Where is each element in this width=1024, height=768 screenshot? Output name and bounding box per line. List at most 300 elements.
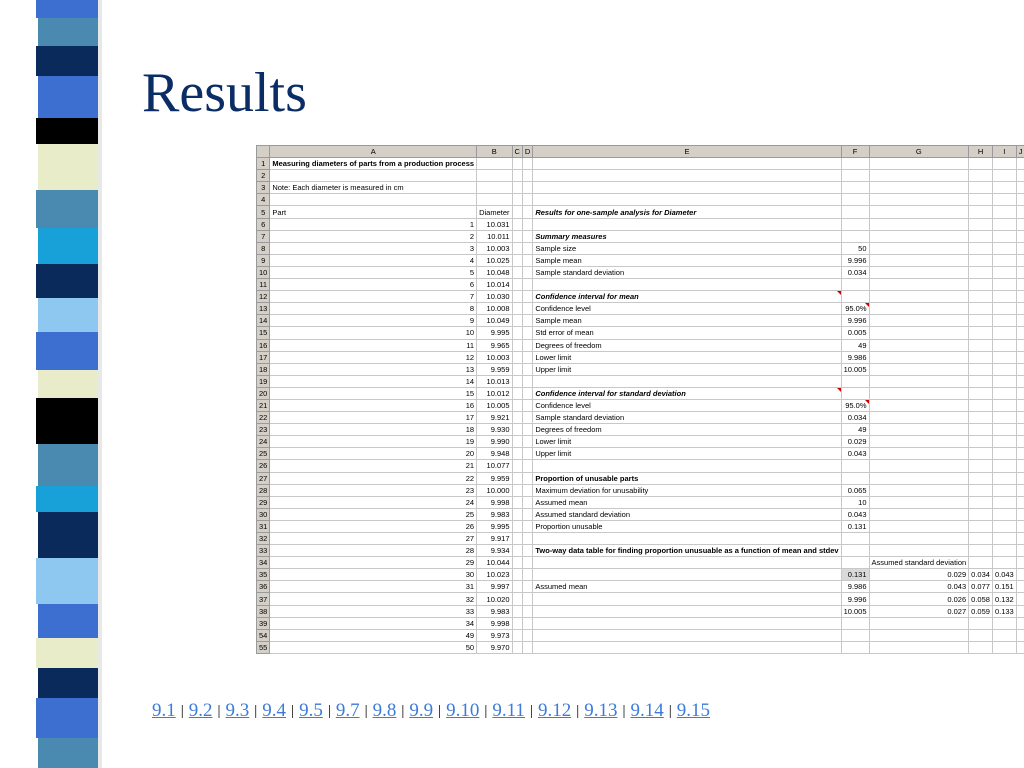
cell-g54[interactable] bbox=[869, 629, 969, 641]
cell-a33[interactable]: 28 bbox=[270, 545, 477, 557]
cell-j25[interactable] bbox=[1016, 448, 1024, 460]
cell-f32[interactable] bbox=[841, 533, 869, 545]
cell-j55[interactable] bbox=[1016, 641, 1024, 653]
cell-f8[interactable]: 50 bbox=[841, 242, 869, 254]
cell-e34[interactable] bbox=[533, 557, 841, 569]
cell-d33[interactable] bbox=[522, 545, 532, 557]
cell-d54[interactable] bbox=[522, 629, 532, 641]
cell-b12[interactable]: 10.030 bbox=[477, 291, 512, 303]
cell-d14[interactable] bbox=[522, 315, 532, 327]
row-header[interactable]: 22 bbox=[257, 412, 270, 424]
cell-b39[interactable]: 9.998 bbox=[477, 617, 512, 629]
cell-c35[interactable] bbox=[512, 569, 522, 581]
cell-i26[interactable] bbox=[992, 460, 1016, 472]
cell-c4[interactable] bbox=[512, 194, 522, 206]
cell-f7[interactable] bbox=[841, 230, 869, 242]
cell-f9[interactable]: 9.996 bbox=[841, 254, 869, 266]
cell-g6[interactable] bbox=[869, 218, 969, 230]
cell-f29[interactable]: 10 bbox=[841, 496, 869, 508]
cell-c14[interactable] bbox=[512, 315, 522, 327]
cell-i28[interactable] bbox=[992, 484, 1016, 496]
cell-d28[interactable] bbox=[522, 484, 532, 496]
cell-a29[interactable]: 24 bbox=[270, 496, 477, 508]
row-header[interactable]: 19 bbox=[257, 375, 270, 387]
cell-b21[interactable]: 10.005 bbox=[477, 399, 512, 411]
cell-b55[interactable]: 9.970 bbox=[477, 641, 512, 653]
cell-h13[interactable] bbox=[969, 303, 993, 315]
row-header[interactable]: 33 bbox=[257, 545, 270, 557]
cell-e26[interactable] bbox=[533, 460, 841, 472]
cell-h30[interactable] bbox=[969, 508, 993, 520]
cell-a18[interactable]: 13 bbox=[270, 363, 477, 375]
cell-d20[interactable] bbox=[522, 387, 532, 399]
cell-b27[interactable]: 9.959 bbox=[477, 472, 512, 484]
cell-b18[interactable]: 9.959 bbox=[477, 363, 512, 375]
cell-i4[interactable] bbox=[992, 194, 1016, 206]
cell-c25[interactable] bbox=[512, 448, 522, 460]
cell-b36[interactable]: 9.997 bbox=[477, 581, 512, 593]
cell-g29[interactable] bbox=[869, 496, 969, 508]
cell-f1[interactable] bbox=[841, 158, 869, 170]
cell-c32[interactable] bbox=[512, 533, 522, 545]
cell-a35[interactable]: 30 bbox=[270, 569, 477, 581]
cell-d11[interactable] bbox=[522, 279, 532, 291]
cell-b28[interactable]: 10.000 bbox=[477, 484, 512, 496]
cell-h15[interactable] bbox=[969, 327, 993, 339]
cell-j20[interactable] bbox=[1016, 387, 1024, 399]
cell-e37[interactable] bbox=[533, 593, 841, 605]
cell-i55[interactable] bbox=[992, 641, 1016, 653]
cell-c6[interactable] bbox=[512, 218, 522, 230]
cell-e18[interactable]: Upper limit bbox=[533, 363, 841, 375]
cell-j29[interactable] bbox=[1016, 496, 1024, 508]
row-header[interactable]: 54 bbox=[257, 629, 270, 641]
cell-c2[interactable] bbox=[512, 170, 522, 182]
cell-i9[interactable] bbox=[992, 254, 1016, 266]
cell-h54[interactable] bbox=[969, 629, 993, 641]
cell-c29[interactable] bbox=[512, 496, 522, 508]
cell-g9[interactable] bbox=[869, 254, 969, 266]
cell-d31[interactable] bbox=[522, 520, 532, 532]
cell-b30[interactable]: 9.983 bbox=[477, 508, 512, 520]
cell-h28[interactable] bbox=[969, 484, 993, 496]
row-header[interactable]: 11 bbox=[257, 279, 270, 291]
cell-e7[interactable]: Summary measures bbox=[533, 230, 841, 242]
cell-a16[interactable]: 11 bbox=[270, 339, 477, 351]
cell-h23[interactable] bbox=[969, 424, 993, 436]
cell-d3[interactable] bbox=[522, 182, 532, 194]
cell-a5[interactable]: Part bbox=[270, 206, 477, 218]
cell-e35[interactable] bbox=[533, 569, 841, 581]
cell-f20[interactable] bbox=[841, 387, 869, 399]
cell-b38[interactable]: 9.983 bbox=[477, 605, 512, 617]
cell-j19[interactable] bbox=[1016, 375, 1024, 387]
cell-a2[interactable] bbox=[270, 170, 477, 182]
cell-g34[interactable]: Assumed standard deviation bbox=[869, 557, 969, 569]
cell-e2[interactable] bbox=[533, 170, 841, 182]
row-header[interactable]: 15 bbox=[257, 327, 270, 339]
nav-link-9-4[interactable]: 9.4 bbox=[262, 700, 287, 721]
cell-f54[interactable] bbox=[841, 629, 869, 641]
cell-g7[interactable] bbox=[869, 230, 969, 242]
cell-h19[interactable] bbox=[969, 375, 993, 387]
cell-f31[interactable]: 0.131 bbox=[841, 520, 869, 532]
cell-g37[interactable]: 0.026 bbox=[869, 593, 969, 605]
cell-c18[interactable] bbox=[512, 363, 522, 375]
cell-j37[interactable] bbox=[1016, 593, 1024, 605]
cell-j24[interactable] bbox=[1016, 436, 1024, 448]
cell-i2[interactable] bbox=[992, 170, 1016, 182]
cell-g17[interactable] bbox=[869, 351, 969, 363]
row-header[interactable]: 21 bbox=[257, 399, 270, 411]
cell-i19[interactable] bbox=[992, 375, 1016, 387]
cell-a31[interactable]: 26 bbox=[270, 520, 477, 532]
cell-f23[interactable]: 49 bbox=[841, 424, 869, 436]
cell-e22[interactable]: Sample standard deviation bbox=[533, 412, 841, 424]
nav-link-9-12[interactable]: 9.12 bbox=[537, 700, 572, 721]
cell-h17[interactable] bbox=[969, 351, 993, 363]
cell-e3[interactable] bbox=[533, 182, 841, 194]
cell-g15[interactable] bbox=[869, 327, 969, 339]
cell-b29[interactable]: 9.998 bbox=[477, 496, 512, 508]
cell-b4[interactable] bbox=[477, 194, 512, 206]
cell-e27[interactable]: Proportion of unusable parts bbox=[533, 472, 841, 484]
cell-a6[interactable]: 1 bbox=[270, 218, 477, 230]
cell-f13[interactable]: 95.0% bbox=[841, 303, 869, 315]
nav-link-9-13[interactable]: 9.13 bbox=[584, 700, 618, 721]
cell-f19[interactable] bbox=[841, 375, 869, 387]
row-header[interactable]: 26 bbox=[257, 460, 270, 472]
cell-h36[interactable]: 0.077 bbox=[969, 581, 993, 593]
nav-link-9-10[interactable]: 9.10 bbox=[446, 700, 480, 721]
cell-c17[interactable] bbox=[512, 351, 522, 363]
row-header[interactable]: 18 bbox=[257, 363, 270, 375]
cell-d30[interactable] bbox=[522, 508, 532, 520]
row-header[interactable]: 39 bbox=[257, 617, 270, 629]
cell-c26[interactable] bbox=[512, 460, 522, 472]
cell-i27[interactable] bbox=[992, 472, 1016, 484]
cell-e38[interactable] bbox=[533, 605, 841, 617]
cell-f12[interactable] bbox=[841, 291, 869, 303]
cell-g22[interactable] bbox=[869, 412, 969, 424]
cell-b54[interactable]: 9.973 bbox=[477, 629, 512, 641]
cell-b3[interactable] bbox=[477, 182, 512, 194]
cell-c27[interactable] bbox=[512, 472, 522, 484]
cell-h4[interactable] bbox=[969, 194, 993, 206]
column-header-c[interactable]: C bbox=[512, 146, 522, 158]
cell-c15[interactable] bbox=[512, 327, 522, 339]
cell-a25[interactable]: 20 bbox=[270, 448, 477, 460]
cell-d17[interactable] bbox=[522, 351, 532, 363]
nav-link-9-11[interactable]: 9.11 bbox=[492, 700, 525, 721]
cell-h33[interactable] bbox=[969, 545, 993, 557]
cell-j15[interactable] bbox=[1016, 327, 1024, 339]
cell-c54[interactable] bbox=[512, 629, 522, 641]
cell-f25[interactable]: 0.043 bbox=[841, 448, 869, 460]
cell-a27[interactable]: 22 bbox=[270, 472, 477, 484]
cell-g30[interactable] bbox=[869, 508, 969, 520]
cell-a28[interactable]: 23 bbox=[270, 484, 477, 496]
cell-b22[interactable]: 9.921 bbox=[477, 412, 512, 424]
cell-f35[interactable]: 0.131 bbox=[841, 569, 869, 581]
cell-j10[interactable] bbox=[1016, 266, 1024, 278]
row-header[interactable]: 12 bbox=[257, 291, 270, 303]
cell-c22[interactable] bbox=[512, 412, 522, 424]
cell-a12[interactable]: 7 bbox=[270, 291, 477, 303]
cell-f18[interactable]: 10.005 bbox=[841, 363, 869, 375]
cell-a26[interactable]: 21 bbox=[270, 460, 477, 472]
cell-b8[interactable]: 10.003 bbox=[477, 242, 512, 254]
cell-i38[interactable]: 0.133 bbox=[992, 605, 1016, 617]
cell-d18[interactable] bbox=[522, 363, 532, 375]
cell-d39[interactable] bbox=[522, 617, 532, 629]
cell-b6[interactable]: 10.031 bbox=[477, 218, 512, 230]
cell-f10[interactable]: 0.034 bbox=[841, 266, 869, 278]
cell-c34[interactable] bbox=[512, 557, 522, 569]
cell-j23[interactable] bbox=[1016, 424, 1024, 436]
cell-d1[interactable] bbox=[522, 158, 532, 170]
cell-h24[interactable] bbox=[969, 436, 993, 448]
cell-a38[interactable]: 33 bbox=[270, 605, 477, 617]
cell-c21[interactable] bbox=[512, 399, 522, 411]
cell-b16[interactable]: 9.965 bbox=[477, 339, 512, 351]
nav-link-9-14[interactable]: 9.14 bbox=[630, 700, 664, 721]
cell-g16[interactable] bbox=[869, 339, 969, 351]
cell-h11[interactable] bbox=[969, 279, 993, 291]
row-header[interactable]: 10 bbox=[257, 266, 270, 278]
cell-e30[interactable]: Assumed standard deviation bbox=[533, 508, 841, 520]
cell-d6[interactable] bbox=[522, 218, 532, 230]
cell-f2[interactable] bbox=[841, 170, 869, 182]
row-header[interactable]: 55 bbox=[257, 641, 270, 653]
cell-g26[interactable] bbox=[869, 460, 969, 472]
cell-c9[interactable] bbox=[512, 254, 522, 266]
cell-c20[interactable] bbox=[512, 387, 522, 399]
cell-d16[interactable] bbox=[522, 339, 532, 351]
cell-a23[interactable]: 18 bbox=[270, 424, 477, 436]
cell-g21[interactable] bbox=[869, 399, 969, 411]
row-header[interactable]: 4 bbox=[257, 194, 270, 206]
row-header[interactable]: 31 bbox=[257, 520, 270, 532]
cell-b34[interactable]: 10.044 bbox=[477, 557, 512, 569]
cell-c10[interactable] bbox=[512, 266, 522, 278]
cell-h5[interactable] bbox=[969, 206, 993, 218]
cell-d26[interactable] bbox=[522, 460, 532, 472]
cell-d9[interactable] bbox=[522, 254, 532, 266]
cell-c16[interactable] bbox=[512, 339, 522, 351]
cell-d5[interactable] bbox=[522, 206, 532, 218]
cell-e14[interactable]: Sample mean bbox=[533, 315, 841, 327]
cell-h12[interactable] bbox=[969, 291, 993, 303]
cell-a34[interactable]: 29 bbox=[270, 557, 477, 569]
cell-f38[interactable]: 10.005 bbox=[841, 605, 869, 617]
cell-h8[interactable] bbox=[969, 242, 993, 254]
cell-c13[interactable] bbox=[512, 303, 522, 315]
cell-d36[interactable] bbox=[522, 581, 532, 593]
cell-b33[interactable]: 9.934 bbox=[477, 545, 512, 557]
row-header[interactable]: 13 bbox=[257, 303, 270, 315]
cell-h6[interactable] bbox=[969, 218, 993, 230]
cell-g20[interactable] bbox=[869, 387, 969, 399]
cell-j28[interactable] bbox=[1016, 484, 1024, 496]
cell-j27[interactable] bbox=[1016, 472, 1024, 484]
row-header[interactable]: 37 bbox=[257, 593, 270, 605]
column-header-i[interactable]: I bbox=[992, 146, 1016, 158]
row-header[interactable]: 20 bbox=[257, 387, 270, 399]
cell-e6[interactable] bbox=[533, 218, 841, 230]
cell-b35[interactable]: 10.023 bbox=[477, 569, 512, 581]
cell-f14[interactable]: 9.996 bbox=[841, 315, 869, 327]
cell-h9[interactable] bbox=[969, 254, 993, 266]
cell-e10[interactable]: Sample standard deviation bbox=[533, 266, 841, 278]
cell-j39[interactable] bbox=[1016, 617, 1024, 629]
cell-d35[interactable] bbox=[522, 569, 532, 581]
row-header[interactable]: 29 bbox=[257, 496, 270, 508]
cell-g1[interactable] bbox=[869, 158, 969, 170]
cell-c12[interactable] bbox=[512, 291, 522, 303]
cell-c38[interactable] bbox=[512, 605, 522, 617]
cell-e1[interactable] bbox=[533, 158, 841, 170]
cell-a1[interactable]: Measuring diameters of parts from a production process bbox=[270, 158, 477, 170]
row-header[interactable]: 24 bbox=[257, 436, 270, 448]
cell-j5[interactable] bbox=[1016, 206, 1024, 218]
cell-c30[interactable] bbox=[512, 508, 522, 520]
cell-f16[interactable]: 49 bbox=[841, 339, 869, 351]
cell-i54[interactable] bbox=[992, 629, 1016, 641]
row-header[interactable]: 17 bbox=[257, 351, 270, 363]
cell-e29[interactable]: Assumed mean bbox=[533, 496, 841, 508]
cell-g27[interactable] bbox=[869, 472, 969, 484]
column-header-j[interactable]: J bbox=[1016, 146, 1024, 158]
cell-a10[interactable]: 5 bbox=[270, 266, 477, 278]
cell-g24[interactable] bbox=[869, 436, 969, 448]
cell-a19[interactable]: 14 bbox=[270, 375, 477, 387]
cell-j31[interactable] bbox=[1016, 520, 1024, 532]
cell-g32[interactable] bbox=[869, 533, 969, 545]
column-header-b[interactable]: B bbox=[477, 146, 512, 158]
cell-f3[interactable] bbox=[841, 182, 869, 194]
column-header-g[interactable]: G bbox=[869, 146, 969, 158]
cell-d27[interactable] bbox=[522, 472, 532, 484]
cell-i8[interactable] bbox=[992, 242, 1016, 254]
cell-j11[interactable] bbox=[1016, 279, 1024, 291]
cell-d34[interactable] bbox=[522, 557, 532, 569]
cell-j32[interactable] bbox=[1016, 533, 1024, 545]
corner-cell[interactable] bbox=[257, 146, 270, 158]
cell-a54[interactable]: 49 bbox=[270, 629, 477, 641]
cell-g10[interactable] bbox=[869, 266, 969, 278]
cell-e28[interactable]: Maximum deviation for unusability bbox=[533, 484, 841, 496]
cell-a15[interactable]: 10 bbox=[270, 327, 477, 339]
cell-e11[interactable] bbox=[533, 279, 841, 291]
cell-f28[interactable]: 0.065 bbox=[841, 484, 869, 496]
cell-h37[interactable]: 0.058 bbox=[969, 593, 993, 605]
cell-j26[interactable] bbox=[1016, 460, 1024, 472]
cell-d22[interactable] bbox=[522, 412, 532, 424]
cell-g18[interactable] bbox=[869, 363, 969, 375]
cell-j3[interactable] bbox=[1016, 182, 1024, 194]
cell-e55[interactable] bbox=[533, 641, 841, 653]
column-header-h[interactable]: H bbox=[969, 146, 993, 158]
cell-c36[interactable] bbox=[512, 581, 522, 593]
cell-d19[interactable] bbox=[522, 375, 532, 387]
row-header[interactable]: 3 bbox=[257, 182, 270, 194]
cell-j7[interactable] bbox=[1016, 230, 1024, 242]
cell-a37[interactable]: 32 bbox=[270, 593, 477, 605]
row-header[interactable]: 5 bbox=[257, 206, 270, 218]
cell-f27[interactable] bbox=[841, 472, 869, 484]
nav-link-9-5[interactable]: 9.5 bbox=[299, 700, 323, 721]
cell-d12[interactable] bbox=[522, 291, 532, 303]
cell-b32[interactable]: 9.917 bbox=[477, 533, 512, 545]
cell-j54[interactable] bbox=[1016, 629, 1024, 641]
cell-a11[interactable]: 6 bbox=[270, 279, 477, 291]
cell-e16[interactable]: Degrees of freedom bbox=[533, 339, 841, 351]
cell-h22[interactable] bbox=[969, 412, 993, 424]
cell-i24[interactable] bbox=[992, 436, 1016, 448]
cell-b11[interactable]: 10.014 bbox=[477, 279, 512, 291]
cell-a21[interactable]: 16 bbox=[270, 399, 477, 411]
cell-e4[interactable] bbox=[533, 194, 841, 206]
cell-d21[interactable] bbox=[522, 399, 532, 411]
cell-a13[interactable]: 8 bbox=[270, 303, 477, 315]
column-header-a[interactable]: A bbox=[270, 146, 477, 158]
cell-j13[interactable] bbox=[1016, 303, 1024, 315]
cell-c28[interactable] bbox=[512, 484, 522, 496]
cell-f21[interactable]: 95.0% bbox=[841, 399, 869, 411]
cell-h27[interactable] bbox=[969, 472, 993, 484]
cell-h25[interactable] bbox=[969, 448, 993, 460]
cell-h34[interactable] bbox=[969, 557, 993, 569]
cell-d4[interactable] bbox=[522, 194, 532, 206]
cell-f34[interactable] bbox=[841, 557, 869, 569]
cell-d13[interactable] bbox=[522, 303, 532, 315]
cell-c11[interactable] bbox=[512, 279, 522, 291]
cell-i15[interactable] bbox=[992, 327, 1016, 339]
cell-b5[interactable]: Diameter bbox=[477, 206, 512, 218]
cell-e20[interactable]: Confidence interval for standard deviation bbox=[533, 387, 841, 399]
row-header[interactable]: 9 bbox=[257, 254, 270, 266]
cell-g5[interactable] bbox=[869, 206, 969, 218]
cell-b23[interactable]: 9.930 bbox=[477, 424, 512, 436]
cell-i22[interactable] bbox=[992, 412, 1016, 424]
cell-i25[interactable] bbox=[992, 448, 1016, 460]
row-header[interactable]: 7 bbox=[257, 230, 270, 242]
row-header[interactable]: 2 bbox=[257, 170, 270, 182]
cell-e36[interactable]: Assumed mean bbox=[533, 581, 841, 593]
cell-j8[interactable] bbox=[1016, 242, 1024, 254]
cell-f26[interactable] bbox=[841, 460, 869, 472]
cell-g4[interactable] bbox=[869, 194, 969, 206]
cell-j18[interactable] bbox=[1016, 363, 1024, 375]
column-header-e[interactable]: E bbox=[533, 146, 841, 158]
cell-g14[interactable] bbox=[869, 315, 969, 327]
cell-g13[interactable] bbox=[869, 303, 969, 315]
cell-d38[interactable] bbox=[522, 605, 532, 617]
cell-g38[interactable]: 0.027 bbox=[869, 605, 969, 617]
cell-i7[interactable] bbox=[992, 230, 1016, 242]
cell-e13[interactable]: Confidence level bbox=[533, 303, 841, 315]
cell-i35[interactable]: 0.043 bbox=[992, 569, 1016, 581]
cell-i18[interactable] bbox=[992, 363, 1016, 375]
cell-f15[interactable]: 0.005 bbox=[841, 327, 869, 339]
row-header[interactable]: 6 bbox=[257, 218, 270, 230]
row-header[interactable]: 34 bbox=[257, 557, 270, 569]
cell-j4[interactable] bbox=[1016, 194, 1024, 206]
cell-g25[interactable] bbox=[869, 448, 969, 460]
cell-c37[interactable] bbox=[512, 593, 522, 605]
cell-g23[interactable] bbox=[869, 424, 969, 436]
